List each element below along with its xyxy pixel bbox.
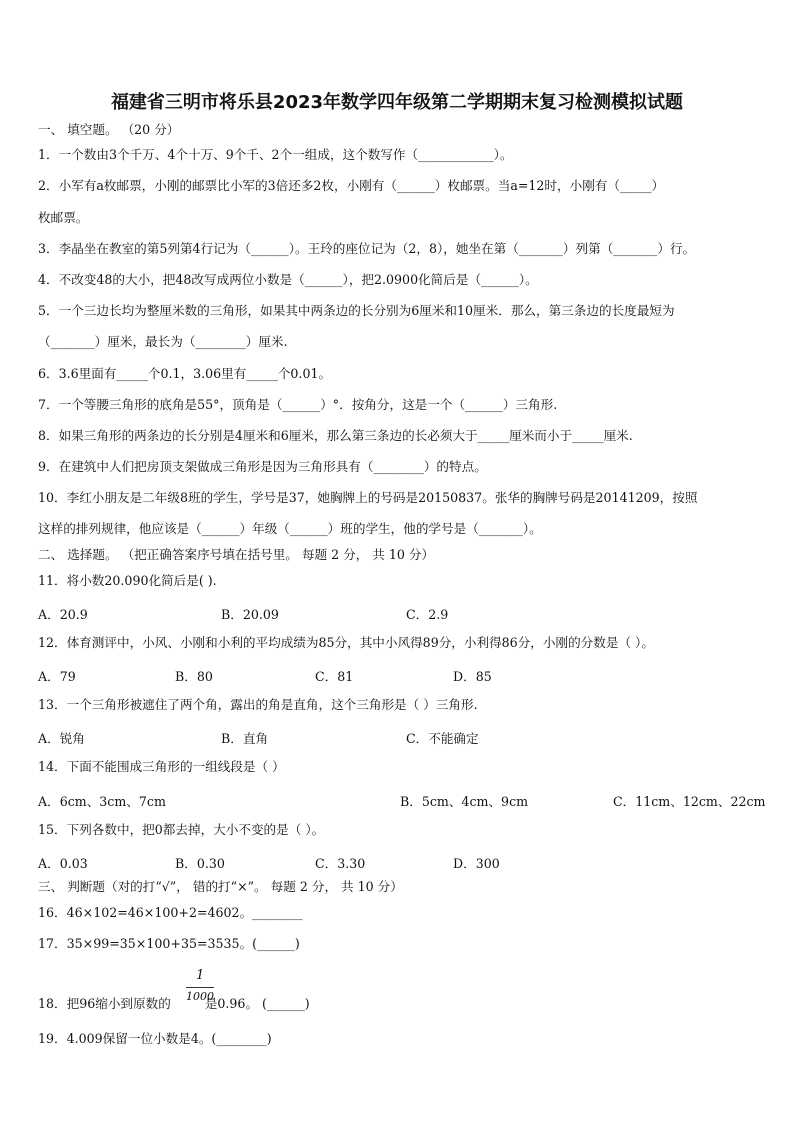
question-14: 14．下面不能围成三角形的一组线段是（ ）: [38, 759, 285, 774]
option-c: C．81: [315, 669, 354, 684]
question-2-line-1: 2．小军有a枚邮票，小刚的邮票比小军的3倍还多2枚，小刚有（______）枚邮票。当a=12时，小刚有（_____）: [38, 178, 665, 193]
option-b: B．80: [175, 669, 213, 684]
question-18-tail: 是0.96。 (______): [204, 996, 310, 1011]
option-a: A．79: [38, 669, 76, 684]
option-b: B．20.09: [221, 607, 279, 622]
option-d: D．300: [453, 856, 500, 871]
option-a: A．锐角: [38, 731, 85, 746]
question-17: 17．35×99=35×100+35=3535。(______): [38, 936, 300, 951]
question-8: 8．如果三角形的两条边的长分别是4厘米和6厘米，那么第三条边的长必须大于_____厘米而小于_____厘米.: [38, 428, 633, 443]
question-15-options: [38, 853, 768, 869]
question-12: 12．体育测评中，小风、小刚和小利的平均成绩为85分，其中小风得89分，小利得86分，小刚的分数是（ ）。: [38, 635, 654, 650]
section-3-header: 三、 判断题（对的打“√”， 错的打“×”。 每题 2 分， 共 10 分）: [38, 879, 403, 894]
option-b: B．直角: [221, 731, 269, 746]
question-11: 11．将小数20.090化简后是( ).: [38, 573, 217, 588]
question-5-line-2: （_______）厘米，最长为（________）厘米.: [38, 334, 288, 349]
option-c: C．2.9: [406, 607, 449, 622]
question-11-options: [38, 604, 768, 620]
question-14-options: [38, 791, 768, 807]
question-10-line-2: 这样的排列规律，他应该是（______）年级（______）班的学生，他的学号是（_______）。: [38, 521, 542, 536]
fraction-denominator: 1000: [186, 990, 214, 1003]
question-7: 7．一个等腰三角形的底角是55°，顶角是（______）°．按角分，这是一个（______）三角形.: [38, 397, 558, 412]
section-1-header: 一、 填空题。 （20 分）: [38, 122, 180, 137]
question-18-stem: 18．把96缩小到原数的: [38, 996, 171, 1011]
question-12-options: [38, 666, 768, 682]
question-5-line-1: 5．一个三边长均为整厘米数的三角形，如果其中两条边的长分别为6厘米和10厘米．那么，第三条边的长度最短为: [38, 303, 675, 318]
fraction-numerator: 1: [196, 968, 205, 983]
option-c: C．11cm、12cm、22cm: [613, 794, 766, 809]
fraction-bar: [186, 987, 214, 988]
option-a: A．6cm、3cm、7cm: [38, 794, 166, 809]
option-b: B．0.30: [175, 856, 225, 871]
option-d: D．85: [453, 669, 492, 684]
question-18: [38, 996, 768, 1012]
question-9: 9．在建筑中人们把房顶支架做成三角形是因为三角形具有（________）的特点。: [38, 459, 487, 474]
question-13-options: [38, 728, 768, 744]
question-1: 1．一个数由3个千万、4个十万、9个千、2个一组成，这个数写作（____________）。: [38, 147, 513, 162]
question-4: 4．不改变48的大小，把48改写成两位小数是（______），把2.0900化简后是（______）。: [38, 272, 538, 287]
option-c: C．不能确定: [406, 731, 479, 746]
option-a: A．20.9: [38, 607, 88, 622]
section-2-header: 二、 选择题。 （把正确答案序号填在括号里。 每题 2 分， 共 10 分）: [38, 547, 435, 562]
question-2-line-2: 枚邮票。: [38, 210, 89, 225]
question-3: 3．李晶坐在教室的第5列第4行记为（______）。王玲的座位记为（2，8），她坐在第（_______）列第（_______）行。: [38, 241, 696, 256]
page-title: 福建省三明市将乐县2023年数学四年级第二学期期末复习检测模拟试题: [110, 92, 684, 113]
question-15: 15．下列各数中，把0都去掉，大小不变的是（ ）。: [38, 822, 325, 837]
option-b: B．5cm、4cm、9cm: [400, 794, 529, 809]
question-13: 13．一个三角形被遮住了两个角，露出的角是直角，这个三角形是（ ）三角形.: [38, 697, 478, 712]
question-6: 6．3.6里面有_____个0.1，3.06里有_____个0.01。: [38, 366, 332, 381]
question-16: 16．46×102=46×100+2=4602。________: [38, 905, 303, 920]
option-c: C．3.30: [315, 856, 366, 871]
option-a: A．0.03: [38, 856, 88, 871]
question-10-line-1: 10．李红小朋友是二年级8班的学生，学号是37，她胸牌上的号码是20150837。张华的胸牌号码是20141209，按照: [38, 490, 698, 505]
question-19: 19．4.009保留一位小数是4。(________): [38, 1031, 272, 1046]
